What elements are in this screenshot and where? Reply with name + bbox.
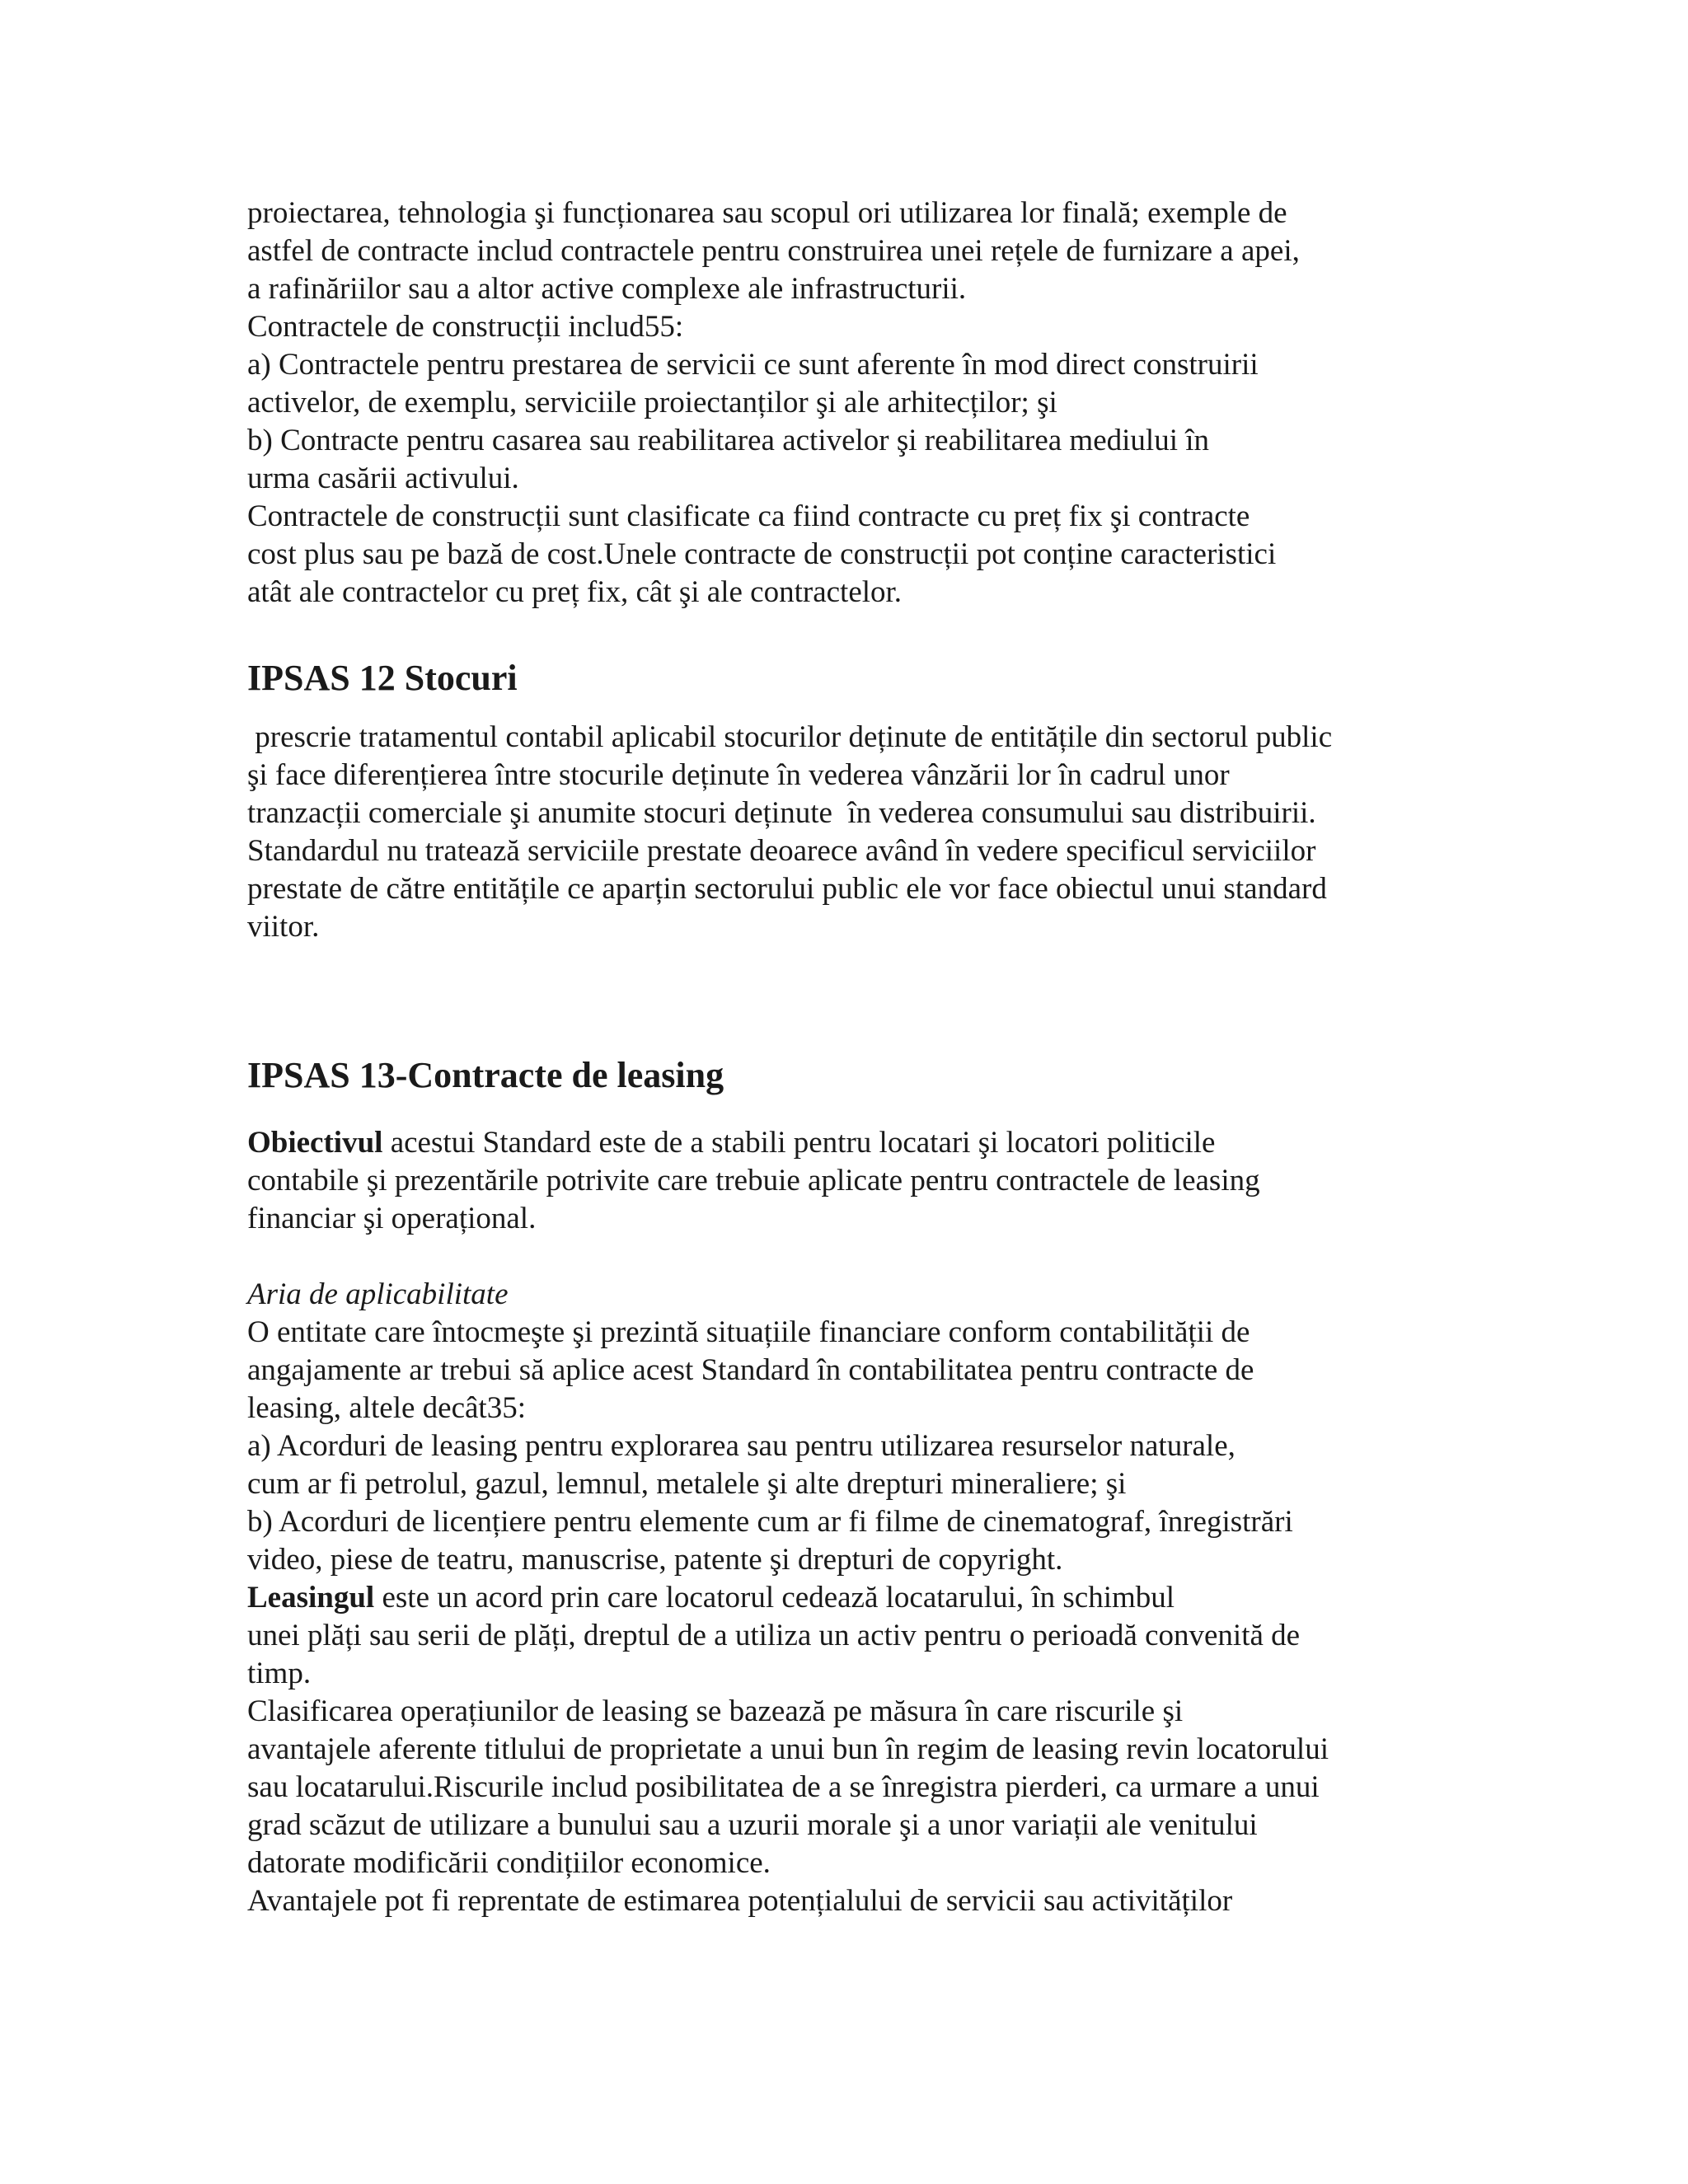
text-line: unei plăți sau serii de plăți, dreptul de a utiliza un activ pentru o perioadă convenită de (247, 1619, 1301, 1652)
text-line (247, 1124, 1434, 1162)
text-line: b) Acorduri de licențiere pentru elemente cum ar fi filme de cinematograf, înregistrări (247, 1505, 1293, 1539)
ipsas13-heading: IPSAS 13-Contracte de leasing (247, 1055, 724, 1095)
text-line: Clasificarea operațiunilor de leasing se bazează pe măsura în care riscurile şi (247, 1694, 1184, 1728)
text-line: Avantajele pot fi reprentate de estimarea potențialului de servicii sau activităților (247, 1884, 1233, 1918)
text-line: b) Contracte pentru casarea sau reabilitarea activelor şi reabilitarea mediului în (247, 424, 1209, 457)
text-line: datorate modificării condițiilor economice. (247, 1846, 771, 1880)
text-line: leasing, altele decât35: (247, 1391, 526, 1425)
spacer (247, 946, 1434, 1055)
ipsas13-scope-paragraph (247, 1276, 1434, 1920)
text-line: atât ale contractelor cu preț fix, cât şi ale contractelor. (247, 575, 903, 609)
text-line: avantajele aferente titlului de proprietate a unui bun în regim de leasing revin locatorului (247, 1732, 1329, 1766)
ipsas13-objective-paragraph (247, 1124, 1434, 1238)
leasing-text: este un acord prin care locatorul cedează locatarului, în schimbul (374, 1581, 1175, 1615)
text-line: a rafinăriilor sau a altor active complexe ale infrastructurii. (247, 272, 967, 306)
text-line: şi face diferențierea între stocurile deținute în vederea vânzării lor în cadrul unor (247, 758, 1230, 792)
text-line: tranzacții comerciale şi anumite stocuri deținute în vederea consumului sau distribuirii. (247, 796, 1316, 830)
text-line: astfel de contracte includ contractele pentru construirea unei rețele de furnizare a apei, (247, 234, 1300, 268)
leasing-term: Leasingul (247, 1581, 375, 1615)
text-line: activelor, de exemplu, serviciile proiectanților şi ale arhitecților; şi (247, 386, 1057, 419)
text-line: a) Contractele pentru prestarea de servicii ce sunt aferente în mod direct construirii (247, 348, 1259, 382)
document-page (247, 194, 1434, 1920)
text-line: angajamente ar trebui să aplice acest Standard în contabilitatea pentru contracte de (247, 1353, 1254, 1387)
spacer (247, 1238, 1434, 1276)
spacer (247, 612, 1434, 658)
ipsas12-heading: IPSAS 12 Stocuri (247, 658, 518, 698)
text-line: Contractele de construcții includ55: (247, 310, 684, 344)
text-line: financiar şi operațional. (247, 1202, 537, 1235)
text-line: contabile şi prezentările potrivite care trebuie aplicate pentru contractele de leasing (247, 1164, 1260, 1197)
text-line: video, piese de teatru, manuscrise, patente şi drepturi de copyright. (247, 1543, 1063, 1577)
text-line: prestate de către entitățile ce aparțin sectorului public ele vor face obiectul unui standard (247, 872, 1327, 906)
scope-title: Aria de aplicabilitate (247, 1277, 509, 1311)
text-line: cum ar fi petrolul, gazul, lemnul, metalele şi alte drepturi mineraliere; şi (247, 1467, 1127, 1501)
text-line: prescrie tratamentul contabil aplicabil stocurilor deținute de entitățile din sectorul public (247, 720, 1333, 754)
text-line: viitor. (247, 910, 320, 944)
construction-contracts-paragraph (247, 194, 1434, 612)
text-line: proiectarea, tehnologia şi funcționarea sau scopul ori utilizarea lor finală; exemple de (247, 196, 1287, 230)
spacer (247, 1096, 1434, 1124)
text-line: cost plus sau pe bază de cost.Unele contracte de construcții pot conține caracteristici (247, 537, 1277, 571)
text-line: grad scăzut de utilizare a bunului sau a uzurii morale şi a unor variații ale venitului (247, 1808, 1258, 1842)
text-line: urma casării activului. (247, 462, 519, 495)
text-line: Standardul nu tratează serviciile prestate deoarece având în vedere specificul serviciilor (247, 834, 1316, 868)
text-line: O entitate care întocmeşte şi prezintă situațiile financiare conform contabilității de (247, 1315, 1250, 1349)
text-line: Contractele de construcții sunt clasificate ca fiind contracte cu preț fix şi contracte (247, 499, 1250, 533)
objective-term: Obiectivul (247, 1126, 383, 1160)
text-line (247, 1579, 1434, 1617)
text-line: a) Acorduri de leasing pentru explorarea sau pentru utilizarea resurselor naturale, (247, 1429, 1236, 1463)
spacer (247, 699, 1434, 719)
objective-text: acestui Standard este de a stabili pentru locatari şi locatori politicile (382, 1126, 1216, 1160)
text-line: sau locatarului.Riscurile includ posibilitatea de a se înregistra pierderi, ca urmare a unui (247, 1770, 1320, 1804)
ipsas12-paragraph (247, 719, 1434, 946)
text-line: timp. (247, 1657, 312, 1690)
